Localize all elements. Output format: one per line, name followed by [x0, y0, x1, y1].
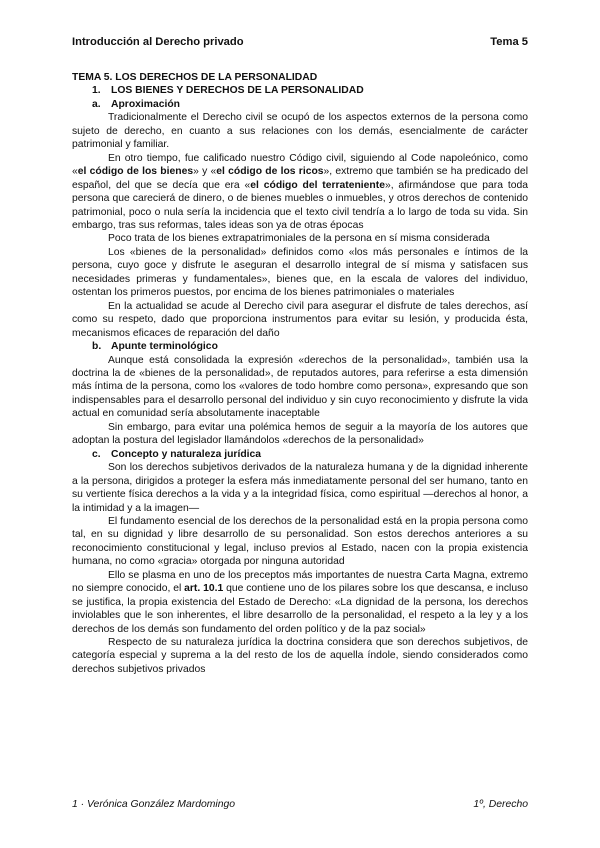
text-run: En otro tiempo, fue calificado nuestro Código civil, siguiendo al Code napoleónico, como «: [72, 152, 528, 178]
paragraph-a4: Los «bienes de la personalidad» definidos como «los más personales e íntimos de la persona, cuyo goce y disfrute le aseguran el desarrollo integral de sí misma y satisfacen sus necesidades primeras y fundamentales», bienes que, en la escala de valores del individuo, ostentan los primeros puestos, por encima de los bienes patrimoniales o materiales: [72, 246, 528, 299]
subsection-heading-a: [72, 98, 528, 111]
subsection-heading-b: [72, 340, 528, 353]
paragraph-b2: Sin embargo, para evitar una polémica hemos de seguir a la mayoría de los autores que adoptan la postura del legislador llamándolos «derechos de la personalidad»: [72, 421, 528, 447]
section-title: LOS BIENES Y DERECHOS DE LA PERSONALIDAD: [111, 85, 364, 97]
paragraph-c1: Son los derechos subjetivos derivados de la naturaleza humana y de la dignidad inherente a la persona, dirigidos a proteger la esfera más inmediatamente personal del ser humano, tanto en su vertiente física derechos a la vida y a la integridad física, como espiritual —derechos al honor, a la intimidad y a la imagen—: [72, 462, 528, 514]
subsection-title: Concepto y naturaleza jurídica: [111, 448, 262, 460]
page-footer: [72, 799, 528, 810]
chapter-heading: TEMA 5. LOS DERECHOS DE LA PERSONALIDAD: [72, 72, 318, 83]
text-run: que contiene uno de los pilares sobre los que descansa, e incluso se justifica, la propia existencia del Estado de Derecho: «La dignidad de la persona, los derechos inviolables que le son inherentes, el libre desarrollo de la personalidad, el respeto a la ley y a los derechos de los demás son fundamento del orden político y de la paz social»: [72, 583, 529, 635]
footer-author: 1 · Verónica González Mardomingo: [72, 799, 236, 810]
bold-phrase: el código del terrateniente: [250, 179, 385, 191]
section-number: 1.: [92, 85, 101, 97]
subsection-letter: b.: [92, 341, 102, 353]
paragraph-c4: Respecto de su naturaleza jurídica la doctrina considera que son derechos subjetivos, de categoría especial y suprema a la del resto de los de aquella índole, siendo considerados como derechos subjetivos privados: [72, 637, 528, 675]
bold-phrase: art. 10.1: [184, 583, 224, 595]
paragraph-a2: [72, 152, 528, 233]
text-run: », extremo que también se ha predicado del español, del que se decía que era «: [72, 166, 528, 191]
paragraph-a3: Poco trata de los bienes extrapatrimoniales de la persona en sí misma considerada: [108, 233, 490, 245]
subsection-letter: a.: [92, 98, 101, 110]
subsection-heading-c: [72, 448, 528, 461]
header-title: Introducción al Derecho privado: [72, 36, 244, 48]
paragraph-c3: [72, 569, 528, 636]
paragraph-a5: En la actualidad se acude al Derecho civil para asegurar el disfrute de tales derechos, así como su respeto, dado que proporciona instrumentos para evitar su lesión, y producida ésta, mecanismos eficaces de reparación del daño: [72, 300, 528, 339]
text-run: » y «: [193, 166, 217, 178]
subsection-title: Aproximación: [111, 98, 180, 110]
page-header: [72, 36, 528, 48]
text-run: », afirmándose que para toda persona que carecierá de dinero, o de bienes muebles o inmuebles, y otros derechos de contenido patrimonial, poco o nula sería la incidencia que el texto civil tendría a lo largo de toda su vida. Sin embargo, tras sus reformas, tales ideas son ya de otras épocas: [72, 179, 528, 231]
section-heading-1: [72, 84, 528, 97]
bold-phrase: el código de los bienes: [77, 166, 194, 178]
header-topic: Tema 5: [490, 36, 528, 48]
bold-phrase: el código de los ricos: [216, 166, 324, 178]
document-body: [72, 71, 528, 676]
subsection-letter: c.: [92, 448, 101, 460]
subsection-title: Apunte terminológico: [111, 341, 218, 353]
text-run: Ello se plasma en uno de los preceptos más importantes de nuestra Carta Magna, extremo no siempre conocido, el: [72, 569, 528, 595]
paragraph-b1: Aunque está consolidada la expresión «derechos de la personalidad», también usa la doctrina la de «bienes de la personalidad», de reputados autores, para referirse a esta dimensión más íntima de la persona, como los «valores de todo hombre como persona», expresando que son indispensables para el desarrollo personal del individuo y sin cuyo reconocimiento y disfrute la vida actual en comunidad sería absolutamente inaceptable: [72, 354, 528, 420]
paragraph-a1: Tradicionalmente el Derecho civil se ocupó de los aspectos externos de la persona como sujeto de derecho, en cuanto a sus relaciones con los demás, esencialmente de carácter patrimonial y familiar.: [72, 112, 528, 151]
paragraph-c2: El fundamento esencial de los derechos de la personalidad está en la propia persona como tal, en su dignidad y libre desarrollo de su personalidad. Son estos derechos anteriores a su reconocimiento constitucional y legal, incluso previos al Estado, nacen con la propia existencia humana, no como «gracia» otorgada por ninguna autoridad: [72, 515, 528, 568]
footer-course: 1º, Derecho: [473, 799, 528, 810]
